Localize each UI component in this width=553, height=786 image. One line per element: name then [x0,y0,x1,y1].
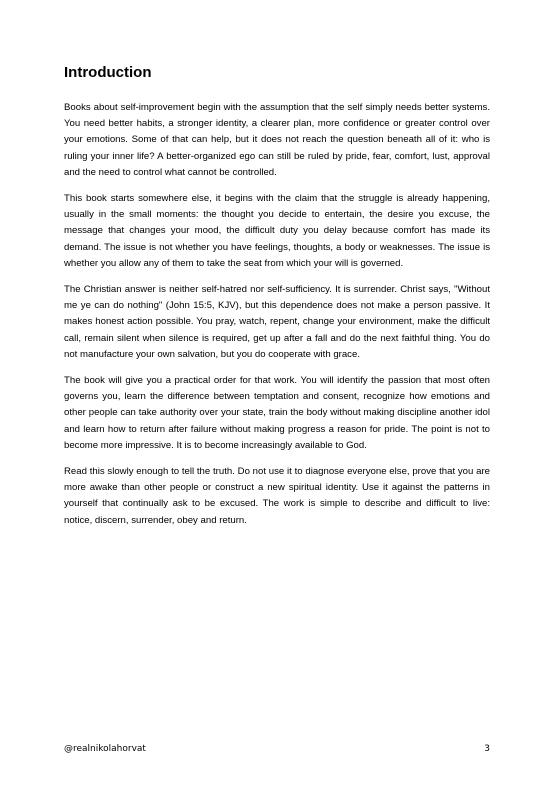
paragraph-2: This book starts somewhere else, it begins with the claim that the struggle is already happening, usually in the small moments: the thought you decide to entertain, the desire you excuse, the message that changes your mood, the difficult duty you delay because comfort has made its demand. The issue is not whether you have feelings, thoughts, a body or weaknesses. The issue is whether you allow any of them to take the seat from which your will is governed. [64,193,490,269]
paragraph-4: The book will give you a practical order for that work. You will identify the passion that most often governs you, learn the difference between temptation and consent, recognize how emotions and other people can take authority over your state, train the body without making discipline another idol and learn how to return after failure without making progress a reason for pride. The point is not to become more impressive. It is to become increasingly available to God. [64,375,490,451]
section-heading: Introduction [64,64,152,81]
page-footer [64,743,490,755]
page-number: 3 [484,744,490,754]
page-content [64,64,490,539]
paragraph-1: Books about self-improvement begin with the assumption that the self simply needs better systems. You need better habits, a stronger identity, a clearer plan, more confidence or greater control over your emotions. Some of that can help, but it does not reach the question beneath all of it: who is ruling your inner life? A better-organized ego can still be ruled by pride, fear, comfort, lust, approval and the need to control what cannot be controlled. [64,102,490,178]
paragraph-5: Read this slowly enough to tell the truth. Do not use it to diagnose everyone else, prove that you are more awake than other people or construct a new spiritual identity. Use it against the patterns in yourself that continually ask to be excused. The work is simple to describe and difficult to live: notice, discern, surrender, obey and return. [64,466,490,526]
author-handle: @realnikolahorvat [64,744,146,754]
paragraph-3: The Christian answer is neither self-hatred nor self-sufficiency. It is surrender. Christ says, "Without me ye can do nothing" (John 15:5, KJV), but this dependence does not make a person passive. It makes honest action possible. You pray, watch, repent, change your environment, make the difficult call, remain silent when silence is required, get up after a fall and do the next faithful thing. You do not manufacture your own salvation, but you do cooperate with grace. [64,284,490,360]
